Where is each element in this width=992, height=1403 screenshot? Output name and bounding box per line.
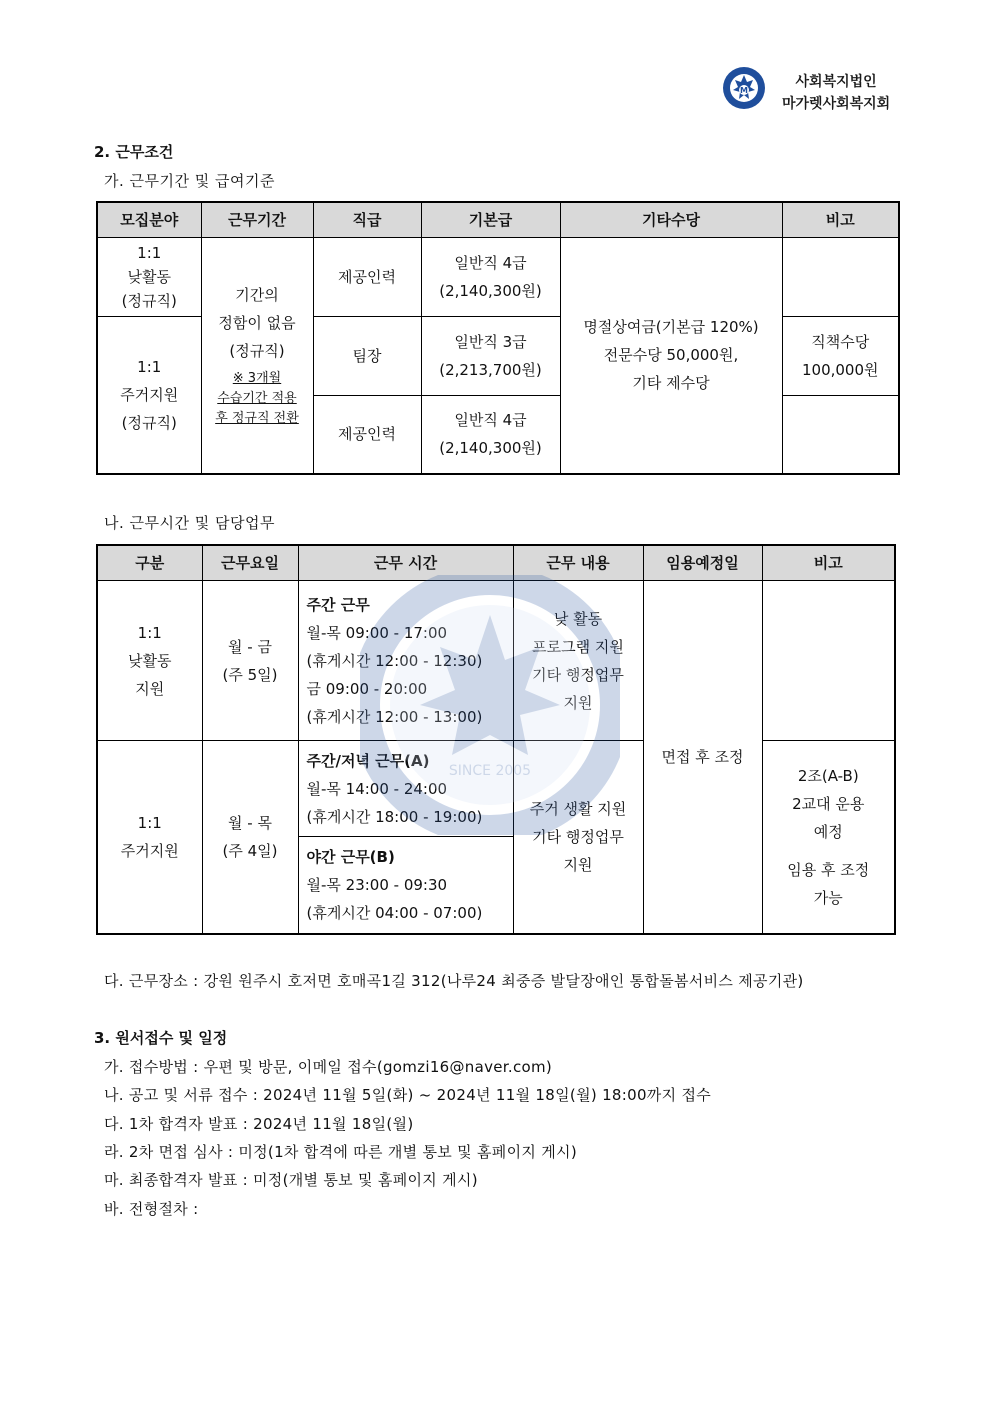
schedule-table-header-row xyxy=(97,545,895,581)
pay-line: (2,213,700원) xyxy=(439,361,542,379)
pay-line: 일반직 3급 xyxy=(454,333,527,351)
schedule-line: 마. 최종합격자 발표 : 미정(개별 통보 및 홈페이지 게시) xyxy=(104,1171,478,1189)
header-start-date: 임용예정일 xyxy=(643,545,762,581)
type-line: 지원 xyxy=(135,679,165,698)
duty-line: 지원 xyxy=(563,693,593,712)
pay-line: 일반직 4급 xyxy=(454,411,527,430)
field-residential-support xyxy=(97,317,201,474)
field-line: 1:1 xyxy=(137,244,162,262)
days-line: 월 - 목 xyxy=(228,813,272,832)
days-line: (주 4일) xyxy=(222,841,278,860)
hours-cell-a xyxy=(298,741,513,837)
note-line: 예정 xyxy=(813,822,843,841)
table-row xyxy=(97,238,899,317)
header-period: 근무기간 xyxy=(201,202,313,238)
rank-cell: 팀장 xyxy=(313,317,421,396)
header-field: 모집분야 xyxy=(97,202,201,238)
hours-title: 야간 근무(B) xyxy=(306,847,395,866)
hours-line: 월-목 23:00 - 09:30 xyxy=(306,875,448,894)
days-line: 월 - 금 xyxy=(228,637,272,656)
hours-cell xyxy=(298,581,513,741)
schedule-line: 바. 전형절차 : xyxy=(104,1200,199,1218)
foundation-logo-icon xyxy=(722,66,766,110)
field-day-activity xyxy=(97,238,201,317)
period-note-line: ※ 3개월 xyxy=(232,371,282,387)
duty-line: 지원 xyxy=(563,855,593,874)
hours-line: 월-목 09:00 - 17:00 xyxy=(306,623,448,642)
period-note-line: 후 정규직 전환 xyxy=(215,411,299,427)
type-line: 낮활동 xyxy=(128,651,172,670)
type-residential xyxy=(97,741,202,934)
note-line: 2조(A-B) xyxy=(797,766,859,785)
pay-table xyxy=(96,201,900,475)
header-note: 비고 xyxy=(762,545,895,581)
hours-line: 금 09:00 - 20:00 xyxy=(306,679,428,698)
header-base-pay: 기본급 xyxy=(421,202,560,238)
period-note-line: 수습기간 적용 xyxy=(217,391,297,407)
hours-line: (휴게시간 12:00 - 12:30) xyxy=(306,651,483,670)
allowance-line: 명절상여금(기본급 120%) xyxy=(583,318,759,337)
section2-title: 2. 근무조건 xyxy=(94,143,174,161)
org-name-line1: 사회복지법인 xyxy=(795,73,877,89)
start-date-cell: 면접 후 조정 xyxy=(643,581,762,934)
pay-line: 일반직 4급 xyxy=(454,254,527,272)
schedule-line: 나. 공고 및 서류 접수 : 2024년 11월 5일(화) ~ 2024년 11월 18일(월) 18:00까지 접수 xyxy=(104,1086,712,1104)
work-place: 다. 근무장소 : 강원 원주시 호저면 호매곡1길 312(나루24 최중증 발달장애인 통합돌봄서비스 제공기관) xyxy=(104,972,804,990)
org-name-line2: 마가렛사회복지회 xyxy=(782,95,891,111)
header-type: 구분 xyxy=(97,545,202,581)
org-name xyxy=(782,70,890,114)
duty-line: 프로그램 지원 xyxy=(532,637,624,656)
allowance-cell xyxy=(560,238,782,474)
section2-sub-b: 나. 근무시간 및 담당업무 xyxy=(104,514,275,532)
allowance-line: 기타 제수당 xyxy=(632,374,710,393)
type-line: 1:1 xyxy=(137,813,162,832)
table-row xyxy=(97,581,895,741)
logo-letter: M xyxy=(740,86,748,95)
hours-title: 주간 근무 xyxy=(306,595,370,614)
pay-line: (2,140,300원) xyxy=(439,439,542,458)
hours-title: 주간/저녁 근무(A) xyxy=(306,751,430,770)
note-line: 2교대 운용 xyxy=(792,794,865,813)
schedule-table xyxy=(96,544,896,935)
base-pay-cell xyxy=(421,238,560,317)
note-line: 100,000원 xyxy=(801,361,879,379)
section3-title: 3. 원서접수 및 일정 xyxy=(94,1029,228,1047)
type-line: 1:1 xyxy=(137,623,162,642)
note-cell xyxy=(782,317,899,396)
duties-cell xyxy=(513,741,643,934)
header-note: 비고 xyxy=(782,202,899,238)
allowance-line: 전문수당 50,000원, xyxy=(603,346,739,365)
note-line: 가능 xyxy=(813,888,843,907)
schedule-line: 가. 접수방법 : 우편 및 방문, 이메일 접수(gomzi16@naver.com) xyxy=(104,1058,553,1076)
pay-line: (2,140,300원) xyxy=(439,282,542,300)
hours-line: 월-목 14:00 - 24:00 xyxy=(306,779,448,798)
note-cell xyxy=(762,741,895,934)
header-hours: 근무 시간 xyxy=(298,545,513,581)
period-line: 기간의 xyxy=(235,286,279,305)
duty-line: 기타 행정업무 xyxy=(532,827,624,846)
base-pay-cell xyxy=(421,317,560,396)
type-line: 주거지원 xyxy=(120,841,179,860)
field-line: (정규직) xyxy=(121,292,177,310)
note-line: 임용 후 조정 xyxy=(787,860,870,879)
section2-sub-a: 가. 근무기간 및 급여기준 xyxy=(104,172,275,190)
schedule-line: 다. 1차 합격자 발표 : 2024년 11월 18일(월) xyxy=(104,1115,414,1133)
pay-table-header-row xyxy=(97,202,899,238)
field-line: 1:1 xyxy=(137,357,162,376)
days-cell xyxy=(202,581,298,741)
note-cell-empty xyxy=(782,396,899,474)
duty-line: 낮 활동 xyxy=(553,609,603,628)
note-cell-empty xyxy=(782,238,899,317)
header-duties: 근무 내용 xyxy=(513,545,643,581)
header-rank: 직급 xyxy=(313,202,421,238)
days-line: (주 5일) xyxy=(222,665,278,684)
watermark-since: SINCE 2005 xyxy=(448,763,532,779)
work-period xyxy=(201,238,313,474)
period-line: 정함이 없음 xyxy=(218,314,296,333)
note-line: 직책수당 xyxy=(811,333,870,351)
duties-cell xyxy=(513,581,643,741)
hours-line: (휴게시간 18:00 - 19:00) xyxy=(306,807,483,826)
duty-line: 기타 행정업무 xyxy=(532,665,624,684)
type-day-activity xyxy=(97,581,202,741)
schedule-line: 라. 2차 면접 심사 : 미정(1차 합격에 따른 개별 통보 및 홈페이지 게시) xyxy=(104,1143,577,1161)
note-cell-empty xyxy=(762,581,895,741)
base-pay-cell xyxy=(421,396,560,474)
table-row xyxy=(97,741,895,837)
rank-cell: 제공인력 xyxy=(313,238,421,317)
hours-cell-b xyxy=(298,837,513,934)
header-days: 근무요일 xyxy=(202,545,298,581)
field-line: 낮활동 xyxy=(127,268,171,286)
hours-line: (휴게시간 04:00 - 07:00) xyxy=(306,903,483,922)
duty-line: 주거 생활 지원 xyxy=(529,799,627,818)
field-line: (정규직) xyxy=(121,413,177,432)
days-cell xyxy=(202,741,298,934)
field-line: 주거지원 xyxy=(120,385,179,404)
rank-cell: 제공인력 xyxy=(313,396,421,474)
header-allowance: 기타수당 xyxy=(560,202,782,238)
period-line: (정규직) xyxy=(229,342,285,361)
hours-line: (휴게시간 12:00 - 13:00) xyxy=(306,707,483,726)
